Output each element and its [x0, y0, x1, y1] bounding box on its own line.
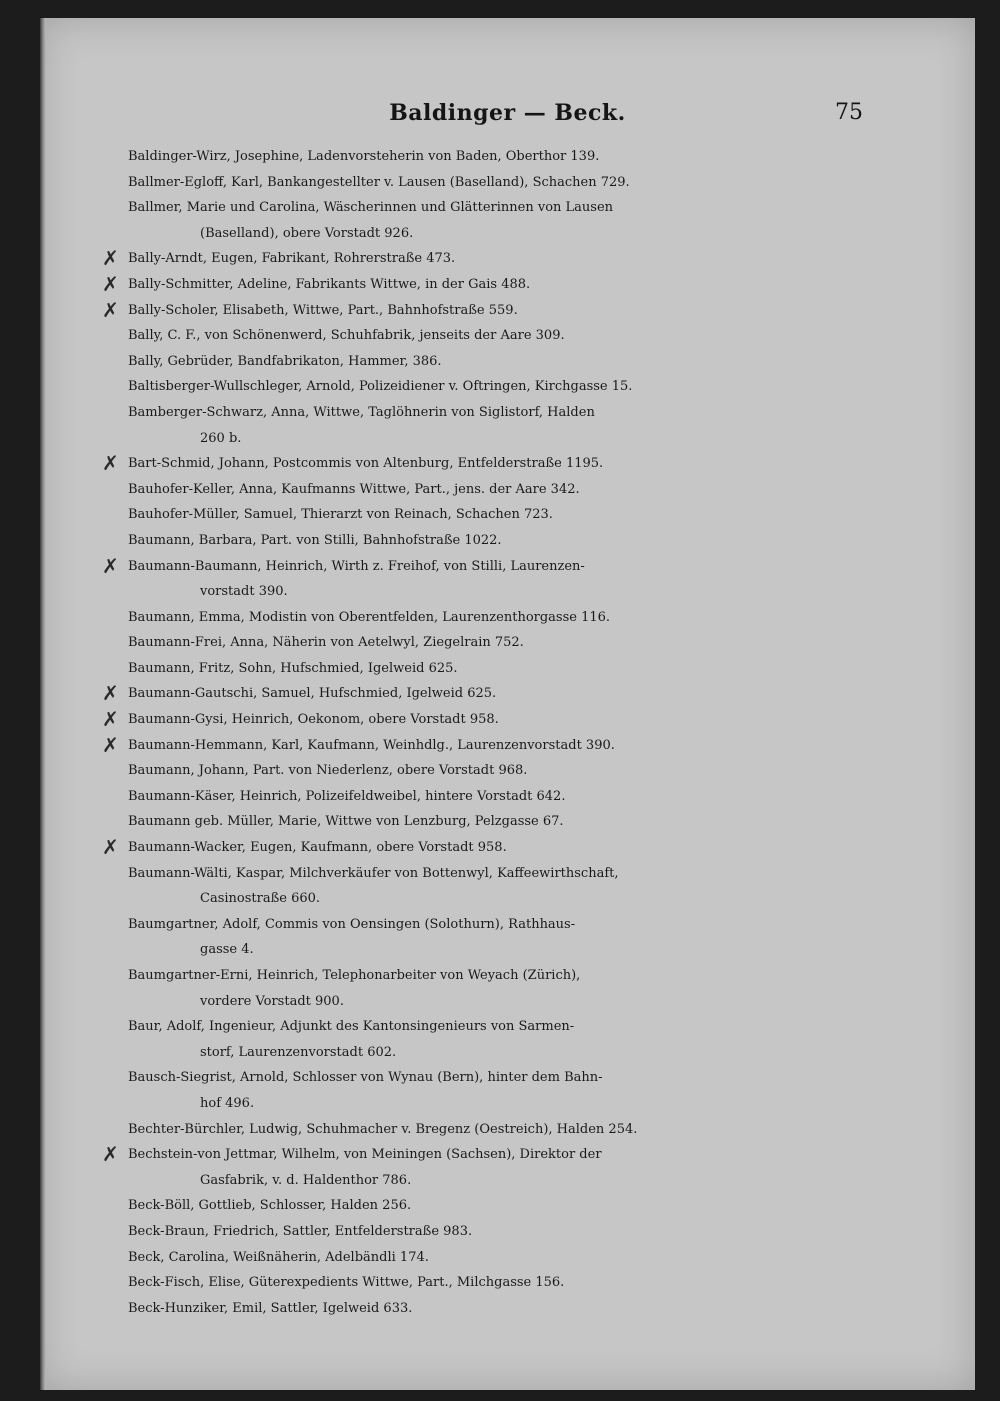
handwritten-cross-mark: ✗ [102, 451, 119, 476]
directory-entry [40, 758, 975, 784]
directory-entry [40, 1117, 975, 1143]
directory-entry [40, 477, 975, 503]
directory-entry [40, 349, 975, 375]
directory-entry [40, 323, 975, 349]
entry-line: Bechstein-von Jettmar, Wilhelm, von Meiningen (Sachsen), Direktor der [128, 1147, 602, 1163]
entry-line: Beck-Hunziker, Emil, Sattler, Igelweid 633. [128, 1300, 413, 1316]
directory-entry [40, 1270, 975, 1296]
directory-entry [40, 1014, 975, 1065]
handwritten-cross-mark: ✗ [102, 835, 119, 860]
directory-entry [40, 1245, 975, 1271]
entry-line: Beck-Braun, Friedrich, Sattler, Entfelderstraße 983. [128, 1223, 473, 1239]
entry-line: Baumann-Hemmann, Karl, Kaufmann, Weinhdlg., Laurenzenvorstadt 390. [128, 737, 615, 753]
entry-line: Baumann-Gysi, Heinrich, Oekonom, obere Vorstadt 958. [128, 712, 499, 728]
directory-entry [40, 528, 975, 554]
entry-continuation-line: Gasfabrik, v. d. Haldenthor 786. [200, 1172, 412, 1188]
entry-line: Bechter-Bürchler, Ludwig, Schuhmacher v. Bregenz (Oestreich), Halden 254. [128, 1121, 638, 1137]
entry-line: Beck-Böll, Gottlieb, Schlosser, Halden 256. [128, 1198, 412, 1214]
entry-line: Beck, Carolina, Weißnäherin, Adelbändli 174. [128, 1249, 429, 1265]
entry-line: Bausch-Siegrist, Arnold, Schlosser von Wynau (Bern), hinter dem Bahn- [128, 1070, 603, 1086]
directory-entry [40, 246, 975, 272]
entry-continuation-line: vordere Vorstadt 900. [200, 993, 344, 1009]
book-gutter [40, 18, 46, 1390]
entry-line: Bauhofer-Müller, Samuel, Thierarzt von Reinach, Schachen 723. [128, 507, 553, 523]
entry-line: Bally, C. F., von Schönenwerd, Schuhfabrik, jenseits der Aare 309. [128, 328, 565, 344]
directory-entry [40, 809, 975, 835]
handwritten-cross-mark: ✗ [102, 553, 119, 578]
directory-entry [40, 784, 975, 810]
directory-entry [40, 170, 975, 196]
entry-continuation-line: hof 496. [200, 1095, 255, 1111]
entry-line: Beck-Fisch, Elise, Güterexpedients Wittwe, Part., Milchgasse 156. [128, 1275, 565, 1291]
handwritten-cross-mark: ✗ [102, 707, 119, 732]
directory-entry [40, 681, 975, 707]
directory-entry [40, 374, 975, 400]
page-number: 75 [835, 100, 863, 125]
entry-line: Baumann, Fritz, Sohn, Hufschmied, Igelweid 625. [128, 660, 458, 676]
entry-line: Baumann-Wacker, Eugen, Kaufmann, obere Vorstadt 958. [128, 840, 507, 856]
handwritten-cross-mark: ✗ [102, 271, 119, 296]
directory-entry [40, 144, 975, 170]
entry-line: Bally-Schmitter, Adeline, Fabrikants Wittwe, in der Gais 488. [128, 276, 531, 292]
directory-entries [40, 144, 975, 1321]
directory-entry [40, 502, 975, 528]
directory-entry [40, 195, 975, 246]
directory-entry [40, 1065, 975, 1116]
directory-entry [40, 451, 975, 477]
entry-line: Ballmer-Egloff, Karl, Bankangestellter v. Lausen (Baselland), Schachen 729. [128, 174, 630, 190]
entry-continuation-line: 260 b. [200, 430, 242, 446]
directory-entry [40, 707, 975, 733]
directory-entry [40, 656, 975, 682]
entry-continuation-line: vorstadt 390. [200, 584, 288, 600]
document-page [40, 18, 975, 1390]
entry-line: Baumann-Frei, Anna, Näherin von Aetelwyl, Ziegelrain 752. [128, 635, 524, 651]
directory-entry [40, 912, 975, 963]
entry-line: Baumann-Käser, Heinrich, Polizeifeldweibel, hintere Vorstadt 642. [128, 788, 566, 804]
entry-line: Baumgartner, Adolf, Commis von Oensingen (Solothurn), Rathhaus- [128, 916, 576, 932]
directory-entry [40, 400, 975, 451]
handwritten-cross-mark: ✗ [102, 732, 119, 757]
directory-entry [40, 733, 975, 759]
entry-line: Baumann, Barbara, Part. von Stilli, Bahnhofstraße 1022. [128, 532, 502, 548]
directory-entry [40, 1219, 975, 1245]
handwritten-cross-mark: ✗ [102, 246, 119, 271]
directory-entry [40, 298, 975, 324]
directory-entry [40, 1296, 975, 1322]
entry-line: Bauhofer-Keller, Anna, Kaufmanns Wittwe, Part., jens. der Aare 342. [128, 481, 580, 497]
entry-line: Bart-Schmid, Johann, Postcommis von Altenburg, Entfelderstraße 1195. [128, 456, 604, 472]
handwritten-cross-mark: ✗ [102, 681, 119, 706]
entry-line: Baumann-Baumann, Heinrich, Wirth z. Freihof, von Stilli, Laurenzen- [128, 558, 585, 574]
entry-continuation-line: Casinostraße 660. [200, 891, 321, 907]
directory-entry [40, 835, 975, 861]
entry-line: Baumann, Emma, Modistin von Oberentfelden, Laurenzenthorgasse 116. [128, 609, 611, 625]
entry-line: Baur, Adolf, Ingenieur, Adjunkt des Kantonsingenieurs von Sarmen- [128, 1019, 575, 1035]
entry-line: Baltisberger-Wullschleger, Arnold, Polizeidiener v. Oftringen, Kirchgasse 15. [128, 379, 633, 395]
entry-line: Ballmer, Marie und Carolina, Wäscherinnen und Glätterinnen von Lausen [128, 200, 614, 216]
directory-entry [40, 630, 975, 656]
entry-line: Baumann, Johann, Part. von Niederlenz, obere Vorstadt 968. [128, 763, 528, 779]
entry-line: Baumann geb. Müller, Marie, Wittwe von Lenzburg, Pelzgasse 67. [128, 814, 564, 830]
entry-line: Baldinger-Wirz, Josephine, Ladenvorsteherin von Baden, Oberthor 139. [128, 149, 600, 164]
entry-line: Baumgartner-Erni, Heinrich, Telephonarbeiter von Weyach (Zürich), [128, 968, 581, 983]
directory-entry [40, 554, 975, 605]
entry-continuation-line: storf, Laurenzenvorstadt 602. [200, 1044, 397, 1060]
entry-line: Bally, Gebrüder, Bandfabrikaton, Hammer, 386. [128, 353, 442, 369]
entry-line: Bally-Arndt, Eugen, Fabrikant, Rohrerstraße 473. [128, 251, 456, 267]
entry-line: Baumann-Gautschi, Samuel, Hufschmied, Igelweid 625. [128, 686, 497, 702]
entry-line: Bamberger-Schwarz, Anna, Wittwe, Taglöhnerin von Siglistorf, Halden [128, 404, 595, 420]
directory-entry [40, 861, 975, 912]
directory-entry [40, 605, 975, 631]
directory-entry [40, 272, 975, 298]
entry-continuation-line: (Baselland), obere Vorstadt 926. [200, 225, 414, 241]
entry-continuation-line: gasse 4. [200, 942, 254, 958]
handwritten-cross-mark: ✗ [102, 1142, 119, 1167]
entry-line: Baumann-Wälti, Kaspar, Milchverkäufer von Bottenwyl, Kaffeewirthschaft, [128, 865, 619, 881]
entry-line: Bally-Scholer, Elisabeth, Wittwe, Part., Bahnhofstraße 559. [128, 302, 518, 318]
directory-entry [40, 1193, 975, 1219]
page-header-title: Baldinger — Beck. [389, 100, 626, 126]
directory-entry [40, 1142, 975, 1193]
directory-entry [40, 963, 975, 1014]
handwritten-cross-mark: ✗ [102, 297, 119, 322]
